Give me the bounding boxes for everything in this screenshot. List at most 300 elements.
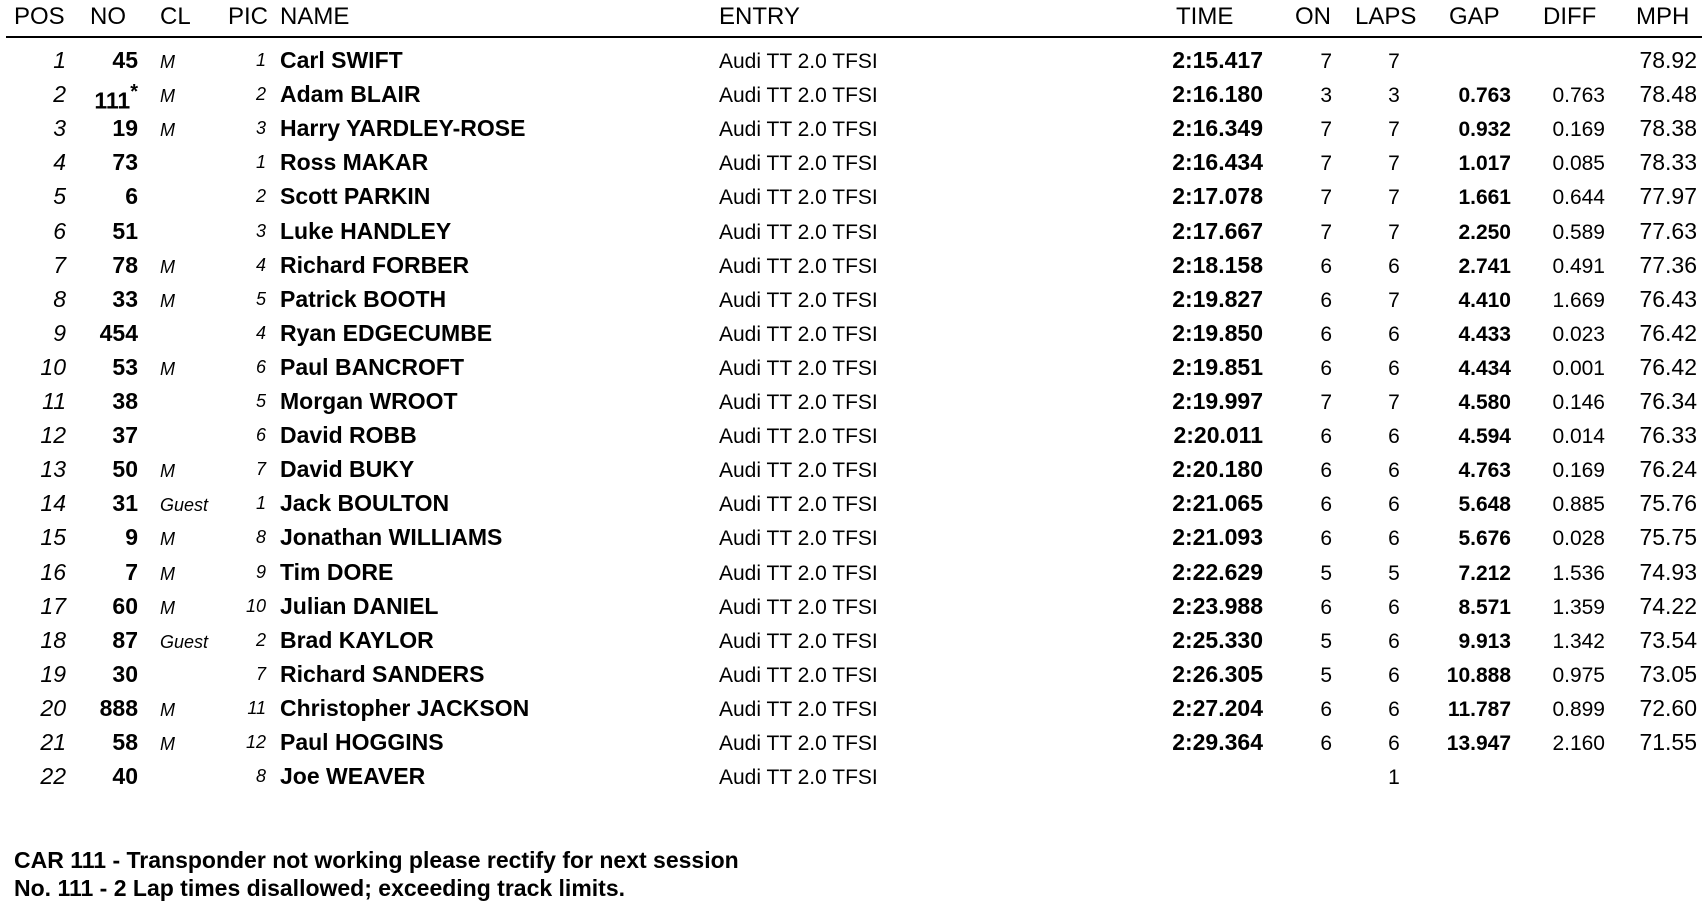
session-notes xyxy=(14,846,739,902)
laps-cell: 7 xyxy=(1388,186,1400,210)
header-entry: ENTRY xyxy=(719,3,800,30)
on-cell: 6 xyxy=(1320,595,1332,619)
table-row xyxy=(0,418,1702,452)
laps-cell: 7 xyxy=(1388,50,1400,73)
table-row xyxy=(0,589,1702,623)
car-number: 19 xyxy=(112,115,138,142)
table-row xyxy=(0,759,1702,793)
class-cell: M xyxy=(160,120,175,141)
pic-cell: 5 xyxy=(255,288,266,309)
pos-cell: 14 xyxy=(40,490,66,517)
table-row xyxy=(0,350,1702,384)
diff-cell: 0.491 xyxy=(1552,254,1605,278)
gap-cell: 8.571 xyxy=(1458,595,1511,619)
car-number-cell xyxy=(68,691,138,725)
gap-cell: 4.433 xyxy=(1458,322,1511,346)
car-number-cell xyxy=(68,282,138,316)
laps-cell: 5 xyxy=(1388,561,1400,585)
entry-cell: Audi TT 2.0 TFSI xyxy=(719,50,878,73)
mph-cell: 73.54 xyxy=(1639,626,1697,653)
class-cell: M xyxy=(160,52,175,72)
class-cell: M xyxy=(160,461,175,482)
car-number-cell xyxy=(68,248,138,282)
car-number: 30 xyxy=(112,660,138,687)
pic-cell: 4 xyxy=(255,322,266,343)
diff-cell: 0.146 xyxy=(1552,391,1605,414)
car-number-cell xyxy=(68,520,138,554)
class-cell: M xyxy=(160,256,175,277)
entry-cell: Audi TT 2.0 TFSI xyxy=(719,322,878,346)
table-row xyxy=(0,486,1702,520)
pos-cell: 15 xyxy=(40,524,66,551)
pos-cell: 16 xyxy=(40,558,66,585)
pic-cell: 3 xyxy=(255,220,266,241)
mph-cell: 77.36 xyxy=(1639,251,1697,278)
laps-cell: 6 xyxy=(1388,663,1400,687)
mph-cell: 76.42 xyxy=(1639,353,1697,380)
laps-cell: 3 xyxy=(1388,84,1400,108)
pic-cell: 11 xyxy=(247,697,266,718)
header-laps: LAPS xyxy=(1355,3,1417,30)
pos-cell: 21 xyxy=(40,729,66,755)
time-cell: 2:19.827 xyxy=(1172,285,1263,312)
diff-cell: 0.028 xyxy=(1552,527,1605,551)
diff-cell: 0.169 xyxy=(1552,459,1605,483)
table-row xyxy=(0,316,1702,350)
car-number: 60 xyxy=(112,592,138,619)
car-number: 45 xyxy=(112,47,138,73)
pos-cell: 8 xyxy=(53,285,66,312)
gap-cell: 9.913 xyxy=(1458,629,1511,653)
mph-cell: 77.97 xyxy=(1639,183,1697,210)
diff-cell: 0.644 xyxy=(1552,186,1605,210)
class-cell: M xyxy=(160,358,175,379)
mph-cell: 75.75 xyxy=(1639,524,1697,551)
diff-cell: 0.023 xyxy=(1552,322,1605,346)
on-cell: 7 xyxy=(1320,50,1332,73)
laps-cell: 6 xyxy=(1388,732,1400,755)
driver-name-cell: Julian DANIEL xyxy=(280,592,439,619)
laps-cell: 6 xyxy=(1388,356,1400,380)
car-number: 31 xyxy=(112,490,138,517)
time-cell: 2:19.850 xyxy=(1172,319,1263,346)
entry-cell: Audi TT 2.0 TFSI xyxy=(719,561,878,585)
header-divider xyxy=(6,36,1702,38)
driver-name-cell: Jack BOULTON xyxy=(280,490,450,517)
diff-cell: 0.001 xyxy=(1552,356,1605,380)
mph-cell: 77.63 xyxy=(1639,217,1697,244)
table-row xyxy=(0,520,1702,554)
diff-cell: 0.899 xyxy=(1552,697,1605,721)
car-number: 6 xyxy=(125,183,138,210)
car-number: 37 xyxy=(112,422,138,449)
time-cell: 2:19.997 xyxy=(1172,388,1263,414)
car-number: 111 xyxy=(94,87,131,114)
car-number: 33 xyxy=(112,285,138,312)
on-cell: 6 xyxy=(1320,459,1332,483)
driver-name-cell: Paul HOGGINS xyxy=(280,729,444,755)
entry-cell: Audi TT 2.0 TFSI xyxy=(719,732,878,755)
diff-cell: 0.885 xyxy=(1552,493,1605,517)
laps-cell: 6 xyxy=(1388,527,1400,551)
car-number: 87 xyxy=(112,626,138,653)
on-cell: 6 xyxy=(1320,322,1332,346)
pos-cell: 12 xyxy=(40,422,66,449)
pic-cell: 4 xyxy=(255,254,266,275)
laps-cell: 6 xyxy=(1388,254,1400,278)
entry-cell: Audi TT 2.0 TFSI xyxy=(719,118,878,142)
driver-name-cell: David ROBB xyxy=(280,422,417,449)
laps-cell: 6 xyxy=(1388,493,1400,517)
on-cell: 6 xyxy=(1320,356,1332,380)
laps-cell: 6 xyxy=(1388,425,1400,449)
car-number: 50 xyxy=(112,456,138,483)
driver-name-cell: Scott PARKIN xyxy=(280,183,431,210)
gap-cell: 4.594 xyxy=(1458,425,1511,449)
pic-cell: 6 xyxy=(255,356,266,377)
diff-cell: 0.763 xyxy=(1552,84,1605,108)
table-row xyxy=(0,657,1702,691)
time-cell: 2:15.417 xyxy=(1172,47,1263,73)
driver-name-cell: Tim DORE xyxy=(280,558,394,585)
driver-name-cell: Paul BANCROFT xyxy=(280,353,464,380)
table-row xyxy=(0,555,1702,589)
driver-name-cell: Ross MAKAR xyxy=(280,149,429,176)
mph-cell: 76.33 xyxy=(1639,422,1697,449)
entry-cell: Audi TT 2.0 TFSI xyxy=(719,459,878,483)
pos-cell: 22 xyxy=(40,763,66,790)
on-cell: 6 xyxy=(1320,425,1332,449)
on-cell: 7 xyxy=(1320,152,1332,176)
class-cell: Guest xyxy=(160,631,209,652)
entry-cell: Audi TT 2.0 TFSI xyxy=(719,629,878,653)
time-cell: 2:17.078 xyxy=(1172,183,1263,210)
gap-cell: 4.410 xyxy=(1458,288,1511,312)
diff-cell: 1.342 xyxy=(1552,629,1605,653)
time-cell: 2:29.364 xyxy=(1172,729,1263,755)
entry-cell: Audi TT 2.0 TFSI xyxy=(719,595,878,619)
laps-cell: 7 xyxy=(1388,152,1400,176)
gap-cell: 2.250 xyxy=(1458,220,1511,244)
header-pic: PIC xyxy=(228,3,269,30)
table-row xyxy=(0,691,1702,725)
pic-cell: 2 xyxy=(255,186,266,207)
pos-cell: 19 xyxy=(40,660,66,687)
pos-cell: 1 xyxy=(53,47,66,73)
driver-name-cell: Christopher JACKSON xyxy=(280,694,530,721)
car-number: 9 xyxy=(125,524,138,551)
driver-name-cell: Morgan WROOT xyxy=(280,388,458,414)
laps-cell: 6 xyxy=(1388,322,1400,346)
time-cell: 2:21.065 xyxy=(1172,490,1263,517)
pos-cell: 5 xyxy=(53,183,66,210)
pos-cell: 20 xyxy=(40,694,66,721)
car-number: 78 xyxy=(112,251,138,278)
driver-name-cell: Luke HANDLEY xyxy=(280,217,452,244)
car-number: 454 xyxy=(99,319,138,346)
pos-cell: 18 xyxy=(40,626,66,653)
class-cell: M xyxy=(160,597,175,618)
gap-cell: 5.676 xyxy=(1458,527,1511,551)
class-cell: M xyxy=(160,563,175,584)
gap-cell: 2.741 xyxy=(1458,254,1511,278)
table-row xyxy=(0,145,1702,179)
car-number: 38 xyxy=(112,388,138,414)
pos-cell: 3 xyxy=(53,115,66,142)
on-cell: 6 xyxy=(1320,493,1332,517)
mph-cell: 71.55 xyxy=(1639,729,1697,755)
entry-cell: Audi TT 2.0 TFSI xyxy=(719,425,878,449)
car-number-cell xyxy=(68,589,138,623)
on-cell: 6 xyxy=(1320,732,1332,755)
driver-name-cell: Brad KAYLOR xyxy=(280,626,434,653)
driver-name-cell: Joe WEAVER xyxy=(280,763,426,790)
pos-cell: 11 xyxy=(42,388,66,414)
pic-cell: 9 xyxy=(255,561,266,582)
driver-name-cell: Patrick BOOTH xyxy=(280,285,447,312)
diff-cell: 0.975 xyxy=(1552,663,1605,687)
on-cell: 6 xyxy=(1320,254,1332,278)
note-track-limits: No. 111 - 2 Lap times disallowed; exceeding track limits. xyxy=(14,875,626,901)
mph-cell: 73.05 xyxy=(1639,660,1697,687)
driver-name-cell: David BUKY xyxy=(280,456,415,483)
class-cell: M xyxy=(160,529,175,550)
gap-cell: 1.017 xyxy=(1458,152,1511,176)
time-cell: 2:26.305 xyxy=(1172,660,1263,687)
entry-cell: Audi TT 2.0 TFSI xyxy=(719,254,878,278)
on-cell: 6 xyxy=(1320,288,1332,312)
car-number-cell xyxy=(68,179,138,213)
diff-cell: 1.536 xyxy=(1552,561,1605,585)
class-cell: M xyxy=(160,734,175,754)
laps-cell: 6 xyxy=(1388,459,1400,483)
gap-cell: 5.648 xyxy=(1458,493,1511,517)
car-number-cell xyxy=(68,111,138,145)
car-number: 53 xyxy=(112,353,138,380)
mph-cell: 78.38 xyxy=(1639,115,1697,142)
laps-cell: 1 xyxy=(1388,766,1400,790)
driver-name-cell: Jonathan WILLIAMS xyxy=(280,524,503,551)
entry-cell: Audi TT 2.0 TFSI xyxy=(719,527,878,551)
car-number-cell xyxy=(68,486,138,520)
gap-cell: 13.947 xyxy=(1446,732,1511,755)
time-cell: 2:16.349 xyxy=(1172,115,1263,142)
laps-cell: 7 xyxy=(1388,288,1400,312)
pic-cell: 5 xyxy=(255,391,266,411)
time-cell: 2:27.204 xyxy=(1172,694,1263,721)
pic-cell: 2 xyxy=(255,629,266,650)
time-cell: 2:19.851 xyxy=(1172,353,1263,380)
entry-cell: Audi TT 2.0 TFSI xyxy=(719,152,878,176)
pos-cell: 2 xyxy=(53,81,66,108)
gap-cell: 0.932 xyxy=(1458,118,1511,142)
header-cl: CL xyxy=(160,3,191,30)
pic-cell: 7 xyxy=(255,663,266,684)
entry-cell: Audi TT 2.0 TFSI xyxy=(719,697,878,721)
on-cell: 5 xyxy=(1320,663,1332,687)
header-no: NO xyxy=(90,3,126,30)
gap-cell: 0.763 xyxy=(1458,84,1511,108)
pos-cell: 6 xyxy=(53,217,66,244)
entry-cell: Audi TT 2.0 TFSI xyxy=(719,493,878,517)
table-row xyxy=(0,43,1702,77)
time-cell: 2:23.988 xyxy=(1172,592,1263,619)
header-on: ON xyxy=(1295,3,1331,30)
time-cell: 2:20.011 xyxy=(1173,422,1263,449)
time-cell: 2:17.667 xyxy=(1172,217,1263,244)
header-time: TIME xyxy=(1176,3,1234,30)
pic-cell: 2 xyxy=(255,84,266,105)
table-row xyxy=(0,623,1702,657)
table-row xyxy=(0,248,1702,282)
on-cell: 7 xyxy=(1320,391,1332,414)
class-cell: M xyxy=(160,86,175,107)
entry-cell: Audi TT 2.0 TFSI xyxy=(719,391,878,414)
entry-cell: Audi TT 2.0 TFSI xyxy=(719,766,878,790)
car-number-cell xyxy=(68,350,138,384)
mph-cell: 78.48 xyxy=(1639,81,1697,108)
on-cell: 6 xyxy=(1320,527,1332,551)
time-cell: 2:16.180 xyxy=(1172,81,1263,108)
pic-cell: 6 xyxy=(255,425,266,446)
pic-cell: 1 xyxy=(255,50,266,70)
laps-cell: 7 xyxy=(1388,220,1400,244)
pos-cell: 7 xyxy=(53,251,66,278)
car-number: 40 xyxy=(112,763,138,790)
car-number-mark: * xyxy=(130,81,138,104)
entry-cell: Audi TT 2.0 TFSI xyxy=(719,288,878,312)
mph-cell: 74.22 xyxy=(1639,592,1697,619)
car-number: 58 xyxy=(112,729,138,755)
class-cell: Guest xyxy=(160,495,209,516)
on-cell: 3 xyxy=(1320,84,1332,108)
table-row xyxy=(0,452,1702,486)
pos-cell: 10 xyxy=(40,353,66,380)
laps-cell: 6 xyxy=(1388,629,1400,653)
mph-cell: 72.60 xyxy=(1639,694,1697,721)
gap-cell: 4.434 xyxy=(1458,356,1511,380)
entry-cell: Audi TT 2.0 TFSI xyxy=(719,220,878,244)
table-row xyxy=(0,179,1702,213)
on-cell: 5 xyxy=(1320,561,1332,585)
pos-cell: 17 xyxy=(40,592,66,619)
car-number-cell xyxy=(68,555,138,589)
laps-cell: 7 xyxy=(1388,118,1400,142)
car-number-cell xyxy=(68,725,138,759)
mph-cell: 76.43 xyxy=(1639,285,1697,312)
diff-cell: 2.160 xyxy=(1552,732,1605,755)
car-number: 888 xyxy=(99,694,138,721)
entry-cell: Audi TT 2.0 TFSI xyxy=(719,186,878,210)
class-cell: M xyxy=(160,699,175,720)
time-cell: 2:18.158 xyxy=(1172,251,1263,278)
time-cell: 2:16.434 xyxy=(1172,149,1263,176)
time-cell: 2:22.629 xyxy=(1172,558,1263,585)
diff-cell: 0.014 xyxy=(1552,425,1605,449)
pic-cell: 8 xyxy=(255,527,266,548)
driver-name-cell: Carl SWIFT xyxy=(280,47,403,73)
gap-cell: 1.661 xyxy=(1458,186,1511,210)
car-number-cell xyxy=(68,43,138,77)
mph-cell: 76.24 xyxy=(1639,456,1697,483)
car-number-cell xyxy=(68,145,138,179)
driver-name-cell: Richard SANDERS xyxy=(280,660,485,687)
car-number-cell xyxy=(68,214,138,248)
mph-cell: 78.33 xyxy=(1639,149,1697,176)
class-cell: M xyxy=(160,290,175,311)
gap-cell: 11.787 xyxy=(1447,697,1511,721)
gap-cell: 4.763 xyxy=(1458,459,1511,483)
table-row xyxy=(0,214,1702,248)
time-cell: 2:20.180 xyxy=(1172,456,1263,483)
car-number-cell xyxy=(68,759,138,793)
pic-cell: 3 xyxy=(255,118,266,139)
gap-cell: 4.580 xyxy=(1458,391,1511,414)
diff-cell: 0.169 xyxy=(1552,118,1605,142)
pic-cell: 10 xyxy=(245,595,266,616)
pic-cell: 7 xyxy=(255,459,266,480)
pos-cell: 4 xyxy=(53,149,66,176)
mph-cell: 78.92 xyxy=(1639,47,1697,73)
table-row xyxy=(0,77,1702,114)
header-mph: MPH xyxy=(1636,3,1690,30)
table-row xyxy=(0,384,1702,418)
car-number: 51 xyxy=(112,217,138,244)
car-number-cell xyxy=(68,384,138,418)
time-cell: 2:21.093 xyxy=(1172,524,1263,551)
diff-cell: 0.085 xyxy=(1552,152,1605,176)
car-number: 73 xyxy=(112,149,138,176)
table-row xyxy=(0,111,1702,145)
car-number-cell xyxy=(68,657,138,691)
car-number: 7 xyxy=(125,558,138,585)
on-cell: 5 xyxy=(1320,629,1332,653)
laps-cell: 6 xyxy=(1388,595,1400,619)
driver-name-cell: Ryan EDGECUMBE xyxy=(280,319,493,346)
entry-cell: Audi TT 2.0 TFSI xyxy=(719,356,878,380)
entry-cell: Audi TT 2.0 TFSI xyxy=(719,663,878,687)
driver-name-cell: Harry YARDLEY-ROSE xyxy=(280,115,526,142)
diff-cell: 1.669 xyxy=(1552,288,1605,312)
driver-name-cell: Adam BLAIR xyxy=(280,81,421,108)
gap-cell: 10.888 xyxy=(1446,663,1511,687)
mph-cell: 76.42 xyxy=(1639,319,1697,346)
table-header xyxy=(0,0,1702,34)
laps-cell: 7 xyxy=(1388,391,1400,414)
pic-cell: 1 xyxy=(255,493,266,514)
car-number-cell xyxy=(68,623,138,657)
car-number-cell xyxy=(68,418,138,452)
entry-cell: Audi TT 2.0 TFSI xyxy=(719,84,878,108)
note-transponder: CAR 111 - Transponder not working please rectify for next session xyxy=(14,847,739,873)
diff-cell: 0.589 xyxy=(1552,220,1605,244)
pic-cell: 12 xyxy=(245,732,266,752)
header-name: NAME xyxy=(280,3,350,30)
table-row xyxy=(0,282,1702,316)
table-row xyxy=(0,725,1702,759)
on-cell: 7 xyxy=(1320,118,1332,142)
on-cell: 6 xyxy=(1320,697,1332,721)
laps-cell: 6 xyxy=(1388,697,1400,721)
on-cell: 7 xyxy=(1320,186,1332,210)
pic-cell: 8 xyxy=(255,766,266,787)
diff-cell: 1.359 xyxy=(1552,595,1605,619)
mph-cell: 75.76 xyxy=(1639,490,1697,517)
pic-cell: 1 xyxy=(255,152,266,173)
car-number-cell xyxy=(68,316,138,350)
header-gap: GAP xyxy=(1449,3,1500,30)
gap-cell: 7.212 xyxy=(1458,561,1511,585)
